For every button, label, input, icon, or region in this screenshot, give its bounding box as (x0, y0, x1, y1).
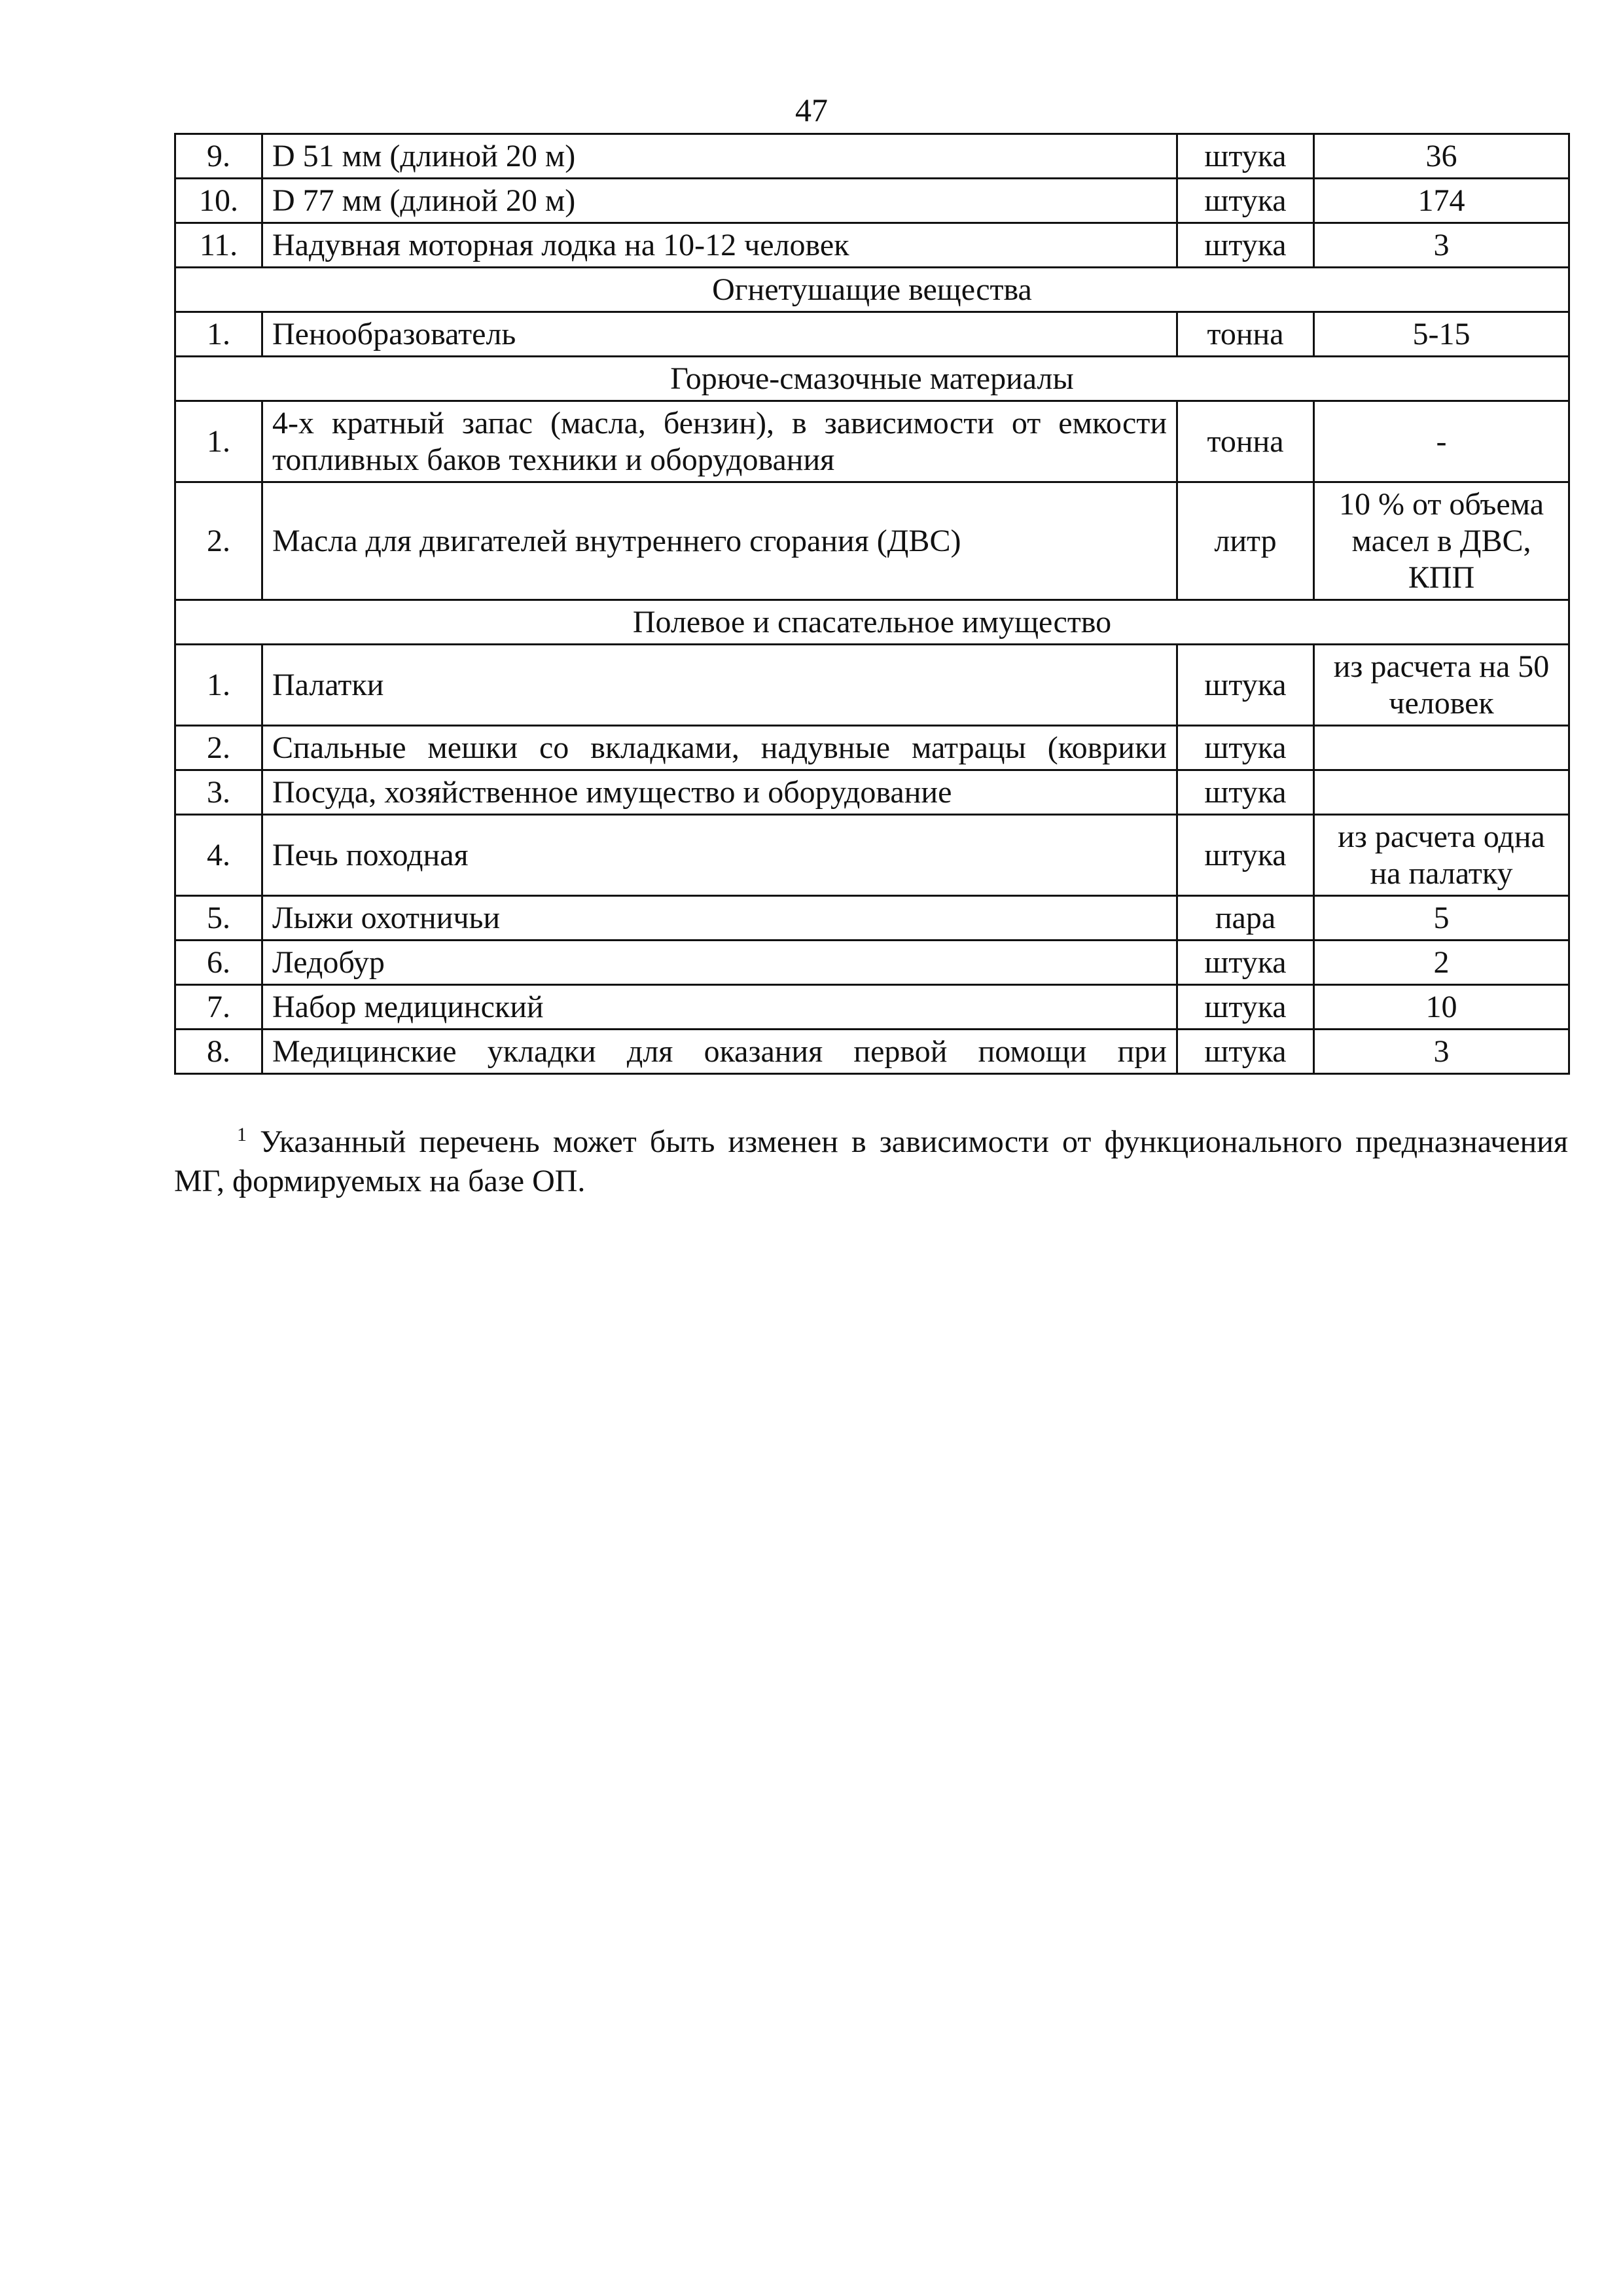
item-quantity (1314, 726, 1569, 770)
item-quantity: 5-15 (1314, 312, 1569, 357)
item-name: Пенообразователь (262, 312, 1177, 357)
item-quantity: 10 (1314, 985, 1569, 1030)
item-quantity-line: человек (1389, 685, 1494, 721)
row-number: 6. (175, 941, 262, 985)
item-name: Печь походная (262, 815, 1177, 896)
section-title: Огнетушащие вещества (175, 268, 1569, 312)
item-quantity: 3 (1314, 1030, 1569, 1074)
table-row (175, 726, 1569, 770)
row-number: 3. (175, 770, 262, 815)
row-number: 8. (175, 1030, 262, 1074)
item-quantity (1314, 815, 1569, 896)
inventory-table (174, 133, 1570, 1075)
item-quantity-line: из расчета одна (1338, 819, 1545, 854)
item-unit: штука (1177, 223, 1314, 268)
item-name: Лыжи охотничьи (262, 896, 1177, 941)
table-row (175, 896, 1569, 941)
row-number: 1. (175, 312, 262, 357)
item-unit: штука (1177, 645, 1314, 726)
item-unit: штука (1177, 134, 1314, 179)
section-row (175, 357, 1569, 401)
row-number: 9. (175, 134, 262, 179)
item-quantity: 3 (1314, 223, 1569, 268)
section-row (175, 600, 1569, 645)
item-quantity-line: 10 % от объема (1338, 486, 1544, 522)
item-quantity: 174 (1314, 179, 1569, 223)
item-name-line: топливных баков техники и оборудования (272, 442, 835, 477)
item-unit: тонна (1177, 312, 1314, 357)
section-title: Горюче-смазочные материалы (175, 357, 1569, 401)
row-number: 1. (175, 401, 262, 482)
item-name: Посуда, хозяйственное имущество и оборудование (262, 770, 1177, 815)
item-unit: штука (1177, 985, 1314, 1030)
row-number: 7. (175, 985, 262, 1030)
table-row (175, 401, 1569, 482)
item-name: Палатки (262, 645, 1177, 726)
item-unit: штука (1177, 941, 1314, 985)
item-name: D 51 мм (длиной 20 м) (262, 134, 1177, 179)
item-quantity-line: масел в ДВС, (1351, 523, 1531, 558)
item-unit: штука (1177, 815, 1314, 896)
table-row (175, 1030, 1569, 1074)
row-number: 2. (175, 482, 262, 600)
section-row (175, 268, 1569, 312)
item-unit: литр (1177, 482, 1314, 600)
row-number: 4. (175, 815, 262, 896)
item-quantity: 2 (1314, 941, 1569, 985)
table-row (175, 645, 1569, 726)
item-name: Медицинские укладки для оказания первой помощи при (262, 1030, 1177, 1074)
item-quantity (1314, 770, 1569, 815)
item-unit: пара (1177, 896, 1314, 941)
item-unit: штука (1177, 726, 1314, 770)
item-unit: штука (1177, 179, 1314, 223)
table-row (175, 223, 1569, 268)
row-number: 2. (175, 726, 262, 770)
footnote-text: Указанный перечень может быть изменен в зависимости от функционального предназначения МГ, формируемых на базе ОП. (174, 1124, 1569, 1198)
item-quantity: - (1314, 401, 1569, 482)
item-quantity-line: КПП (1408, 560, 1475, 595)
item-quantity: 36 (1314, 134, 1569, 179)
footnote-marker: 1 (237, 1124, 247, 1145)
item-name-line: 4-х кратный запас (масла, бензин), в зависимости от емкости (272, 405, 1167, 440)
page-number: 47 (795, 92, 828, 128)
table-row (175, 985, 1569, 1030)
footnote (174, 1122, 1568, 1201)
item-name: D 77 мм (длиной 20 м) (262, 179, 1177, 223)
table-row (175, 134, 1569, 179)
table-row (175, 941, 1569, 985)
item-unit: штука (1177, 1030, 1314, 1074)
item-unit: штука (1177, 770, 1314, 815)
item-unit: тонна (1177, 401, 1314, 482)
table-row (175, 482, 1569, 600)
table-row (175, 815, 1569, 896)
row-number: 5. (175, 896, 262, 941)
item-quantity (1314, 482, 1569, 600)
item-quantity: 5 (1314, 896, 1569, 941)
item-quantity (1314, 645, 1569, 726)
row-number: 11. (175, 223, 262, 268)
item-name: Спальные мешки со вкладками, надувные матрацы (коврики (262, 726, 1177, 770)
item-name (262, 401, 1177, 482)
item-name: Набор медицинский (262, 985, 1177, 1030)
section-title: Полевое и спасательное имущество (175, 600, 1569, 645)
table-row (175, 179, 1569, 223)
item-name: Ледобур (262, 941, 1177, 985)
row-number: 1. (175, 645, 262, 726)
item-name: Масла для двигателей внутреннего сгорания (ДВС) (262, 482, 1177, 600)
table-row (175, 312, 1569, 357)
row-number: 10. (175, 179, 262, 223)
table-row (175, 770, 1569, 815)
item-quantity-line: из расчета на 50 (1333, 649, 1550, 684)
item-name: Надувная моторная лодка на 10-12 человек (262, 223, 1177, 268)
item-quantity-line: на палатку (1370, 855, 1513, 891)
